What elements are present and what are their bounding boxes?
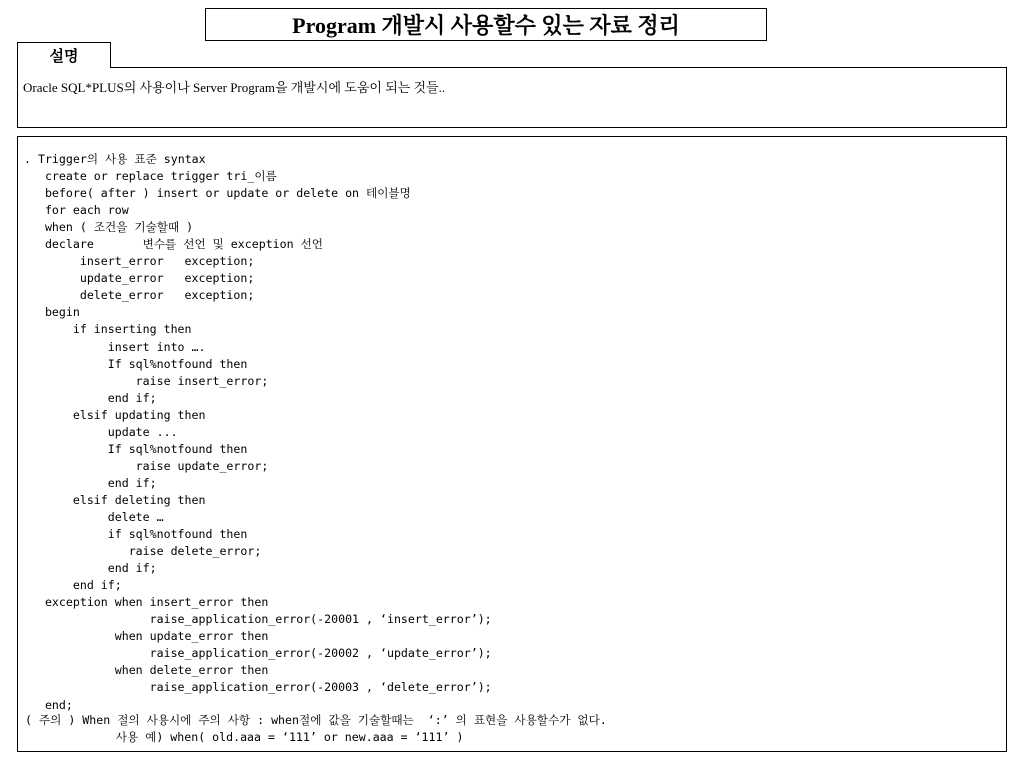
code-line: update_error exception; [24,271,255,286]
code-line: create or replace trigger tri_이름 [24,169,277,184]
code-line: raise_application_error(-20002 , ‘update_error’); [24,646,492,661]
code-line: end; [24,697,73,712]
code-line: exception when insert_error then [24,595,269,610]
code-line: end if; [24,390,157,405]
code-line: update ... [24,424,178,439]
usage-example-line: 사용 예) when( old.aaa = ‘111’ or new.aaa = ‘111’ ) [25,730,464,744]
code-line: elsif deleting then [24,492,206,507]
code-line: delete … [24,509,164,524]
code-line: end if; [24,561,157,576]
code-line: raise update_error; [24,458,269,473]
code-line: before( after ) insert or update or delete on 테이블명 [24,186,411,201]
code-line: end if; [24,578,122,593]
description-box [17,67,1007,128]
code-line: insert_error exception; [24,254,255,269]
code-line: when update_error then [24,629,269,644]
code-box [17,136,1007,752]
code-line: If sql%notfound then [24,356,248,371]
code-line: . Trigger의 사용 표준 syntax [24,152,206,166]
code-line: raise_application_error(-20001 , ‘insert_error’); [24,612,492,627]
code-line: raise delete_error; [24,544,262,559]
code-line: insert into …. [24,339,206,354]
description-text: Oracle SQL*PLUS의 사용이나 Server Program을 개발시에 도움이 되는 것들.. [23,80,446,95]
caution-note-line: ( 주의 ) When 절의 사용시에 주의 사항 : when절에 값을 기술할때는 ‘:’ 의 표현을 사용할수가 없다. [25,713,607,727]
code-line: end if; [24,475,157,490]
description-tab-label: 설명 [17,42,111,68]
code-line: raise insert_error; [24,373,269,388]
code-line: when ( 조건을 기술할때 ) [24,220,194,235]
page-title: Program 개발시 사용할수 있는 자료 정리 [205,8,767,41]
code-line: If sql%notfound then [24,441,248,456]
code-line: begin [24,305,80,320]
code-line: delete_error exception; [24,288,255,303]
code-line: declare 변수를 선언 및 exception 선언 [24,237,323,252]
code-line: raise_application_error(-20003 , ‘delete_error’); [24,680,492,695]
code-line: for each row [24,203,129,218]
code-line: when delete_error then [24,663,269,678]
code-line: if sql%notfound then [24,527,248,542]
code-line: if inserting then [24,322,192,337]
caution-note [25,712,607,746]
code-line: elsif updating then [24,407,206,422]
